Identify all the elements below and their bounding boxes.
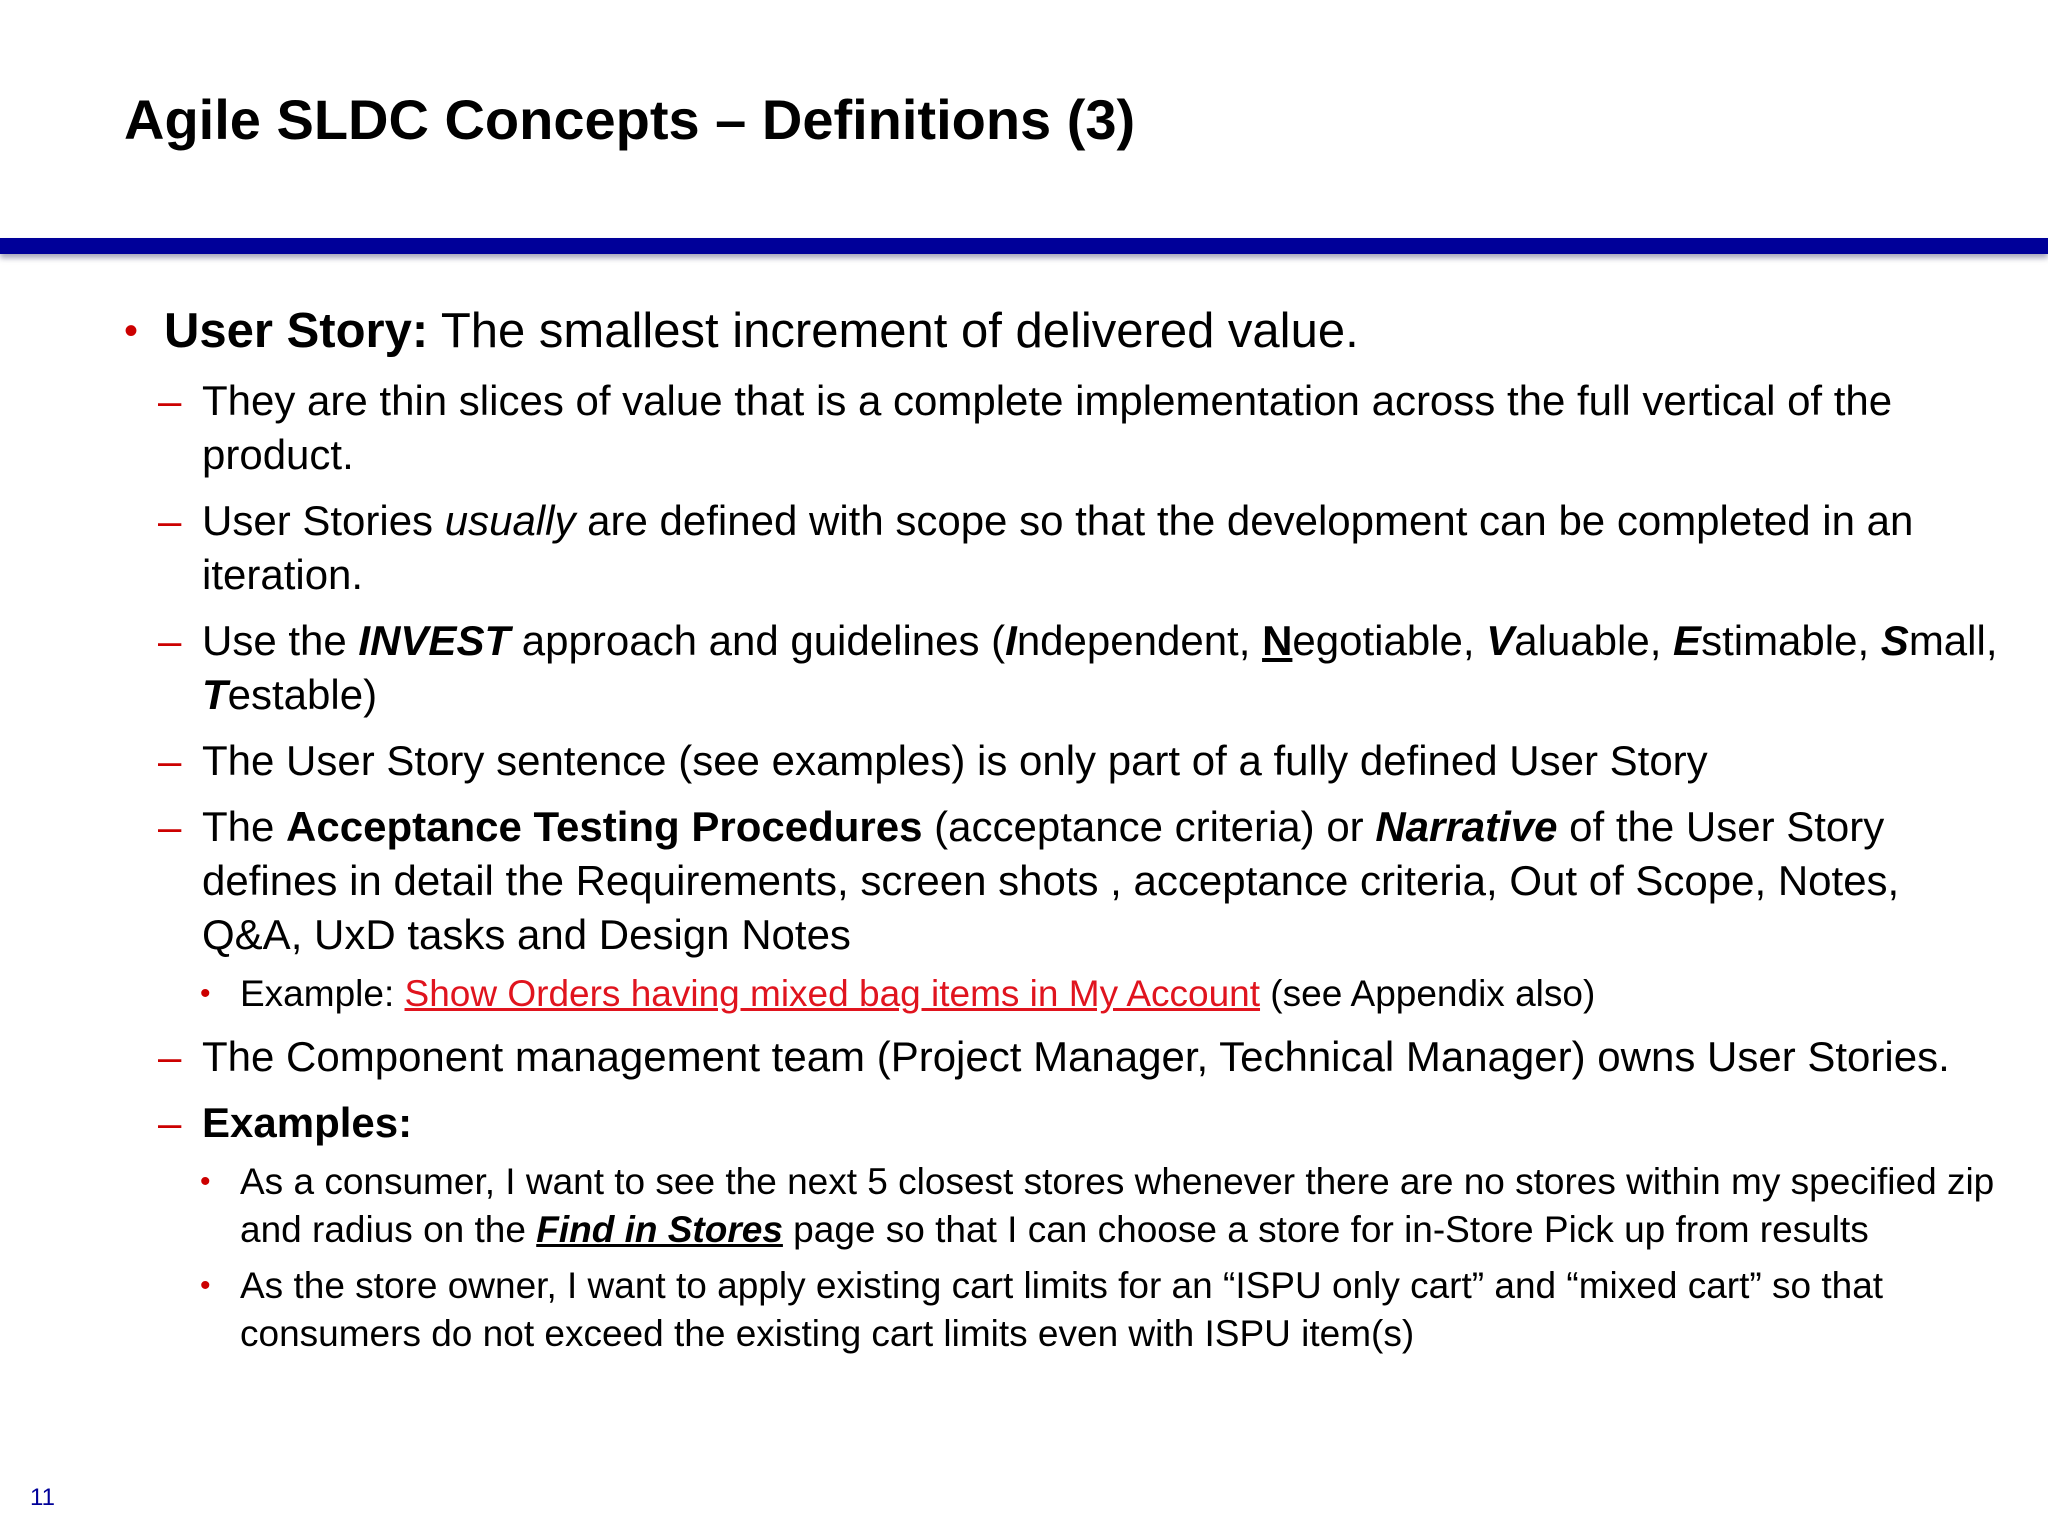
sub-bullet-marker: •	[200, 1165, 211, 1198]
invest-letter-v: V	[1486, 617, 1515, 664]
invest-word: aluable,	[1514, 617, 1674, 664]
dash-item-scope	[124, 494, 2004, 602]
invest-letter-t: T	[202, 671, 228, 718]
invest-word: stimable,	[1701, 617, 1881, 664]
invest-word: ndependent,	[1016, 617, 1263, 664]
slide-content	[124, 300, 2004, 1358]
dash-item-ownership	[124, 1030, 2004, 1084]
example-label: Example:	[240, 973, 405, 1014]
dash-marker: –	[158, 497, 182, 544]
dash-item-thin-slices	[124, 374, 2004, 482]
dash-item-text: User Stories	[202, 497, 445, 544]
dash-item-text: The Component management team (Project Manager, Technical Manager) owns User Stories.	[202, 1033, 1950, 1080]
bullet-user-story	[124, 300, 2004, 362]
sub-item-text: As the store owner, I want to apply existing cart limits for an “ISPU only cart” and “mixed cart” so that consumers do not exceed the existing cart limits even with ISPU item(s)	[240, 1265, 1884, 1354]
dash-marker: –	[158, 737, 182, 784]
dash-marker: –	[158, 377, 182, 424]
user-story-definition: The smallest increment of delivered value.	[428, 304, 1359, 358]
bullet-marker: •	[124, 309, 139, 353]
sub-item-text: As a consumer, I want to see the next 5 closest stores whenever there are no stores within my specified zip and radius on the	[240, 1161, 1995, 1250]
dash-item-sentence	[124, 734, 2004, 788]
invest-letter-n: N	[1262, 617, 1293, 664]
dash-item-text: approach and guidelines (	[510, 617, 1006, 664]
sub-item-store-owner-example	[124, 1262, 2004, 1358]
invest-letter-i: I	[1005, 617, 1017, 664]
dash-marker: –	[158, 803, 182, 850]
example-link[interactable]: Show Orders having mixed bag items in My Account	[404, 973, 1261, 1014]
invest-word: mall,	[1908, 617, 1998, 664]
dash-item-text: of the User Story defines in detail the Requirements, screen shots , acceptance criteria, Out of Scope, Notes, Q&A, UxD tasks and Design Notes	[202, 803, 1900, 958]
dash-item-invest	[124, 614, 2004, 722]
examples-heading: Examples:	[202, 1099, 413, 1146]
dash-item-examples-heading	[124, 1096, 2004, 1150]
dash-marker: –	[158, 1033, 182, 1080]
dash-item-text: The User Story sentence (see examples) is only part of a fully defined User Story	[202, 737, 1708, 784]
emphasis-usually: usually	[444, 497, 576, 544]
sub-item-example	[124, 970, 2004, 1018]
dash-item-acceptance	[124, 800, 2004, 962]
dash-item-text: Use the	[202, 617, 359, 664]
sub-item-consumer-example	[124, 1158, 2004, 1254]
dash-marker: –	[158, 1099, 182, 1146]
find-in-stores-term: Find in Stores	[536, 1209, 783, 1250]
dash-item-text: are defined with scope so that the development can be completed in an iteration.	[202, 497, 1914, 598]
sub-bullet-marker: •	[200, 977, 211, 1010]
sub-bullet-marker: •	[200, 1269, 211, 1302]
narrative-term: Narrative	[1375, 803, 1558, 850]
invest-word: estable)	[227, 671, 378, 718]
title-divider	[0, 238, 2048, 254]
slide-title: Agile SLDC Concepts – Definitions (3)	[124, 88, 1136, 151]
invest-letter-e: E	[1673, 617, 1702, 664]
dash-marker: –	[158, 617, 182, 664]
sub-item-text: page so that I can choose a store for in-Store Pick up from results	[782, 1209, 1869, 1250]
invest-term: INVEST	[358, 617, 511, 664]
dash-item-text: (acceptance criteria) or	[922, 803, 1376, 850]
invest-letter-s: S	[1880, 617, 1909, 664]
example-suffix: (see Appendix also)	[1260, 973, 1596, 1014]
page-number: 11	[30, 1484, 55, 1511]
invest-word: egotiable,	[1292, 617, 1487, 664]
user-story-term: User Story:	[164, 304, 429, 358]
dash-item-text: They are thin slices of value that is a complete implementation across the full vertical of the product.	[202, 377, 1893, 478]
dash-item-text: The	[202, 803, 287, 850]
acceptance-testing-term: Acceptance Testing Procedures	[286, 803, 923, 850]
